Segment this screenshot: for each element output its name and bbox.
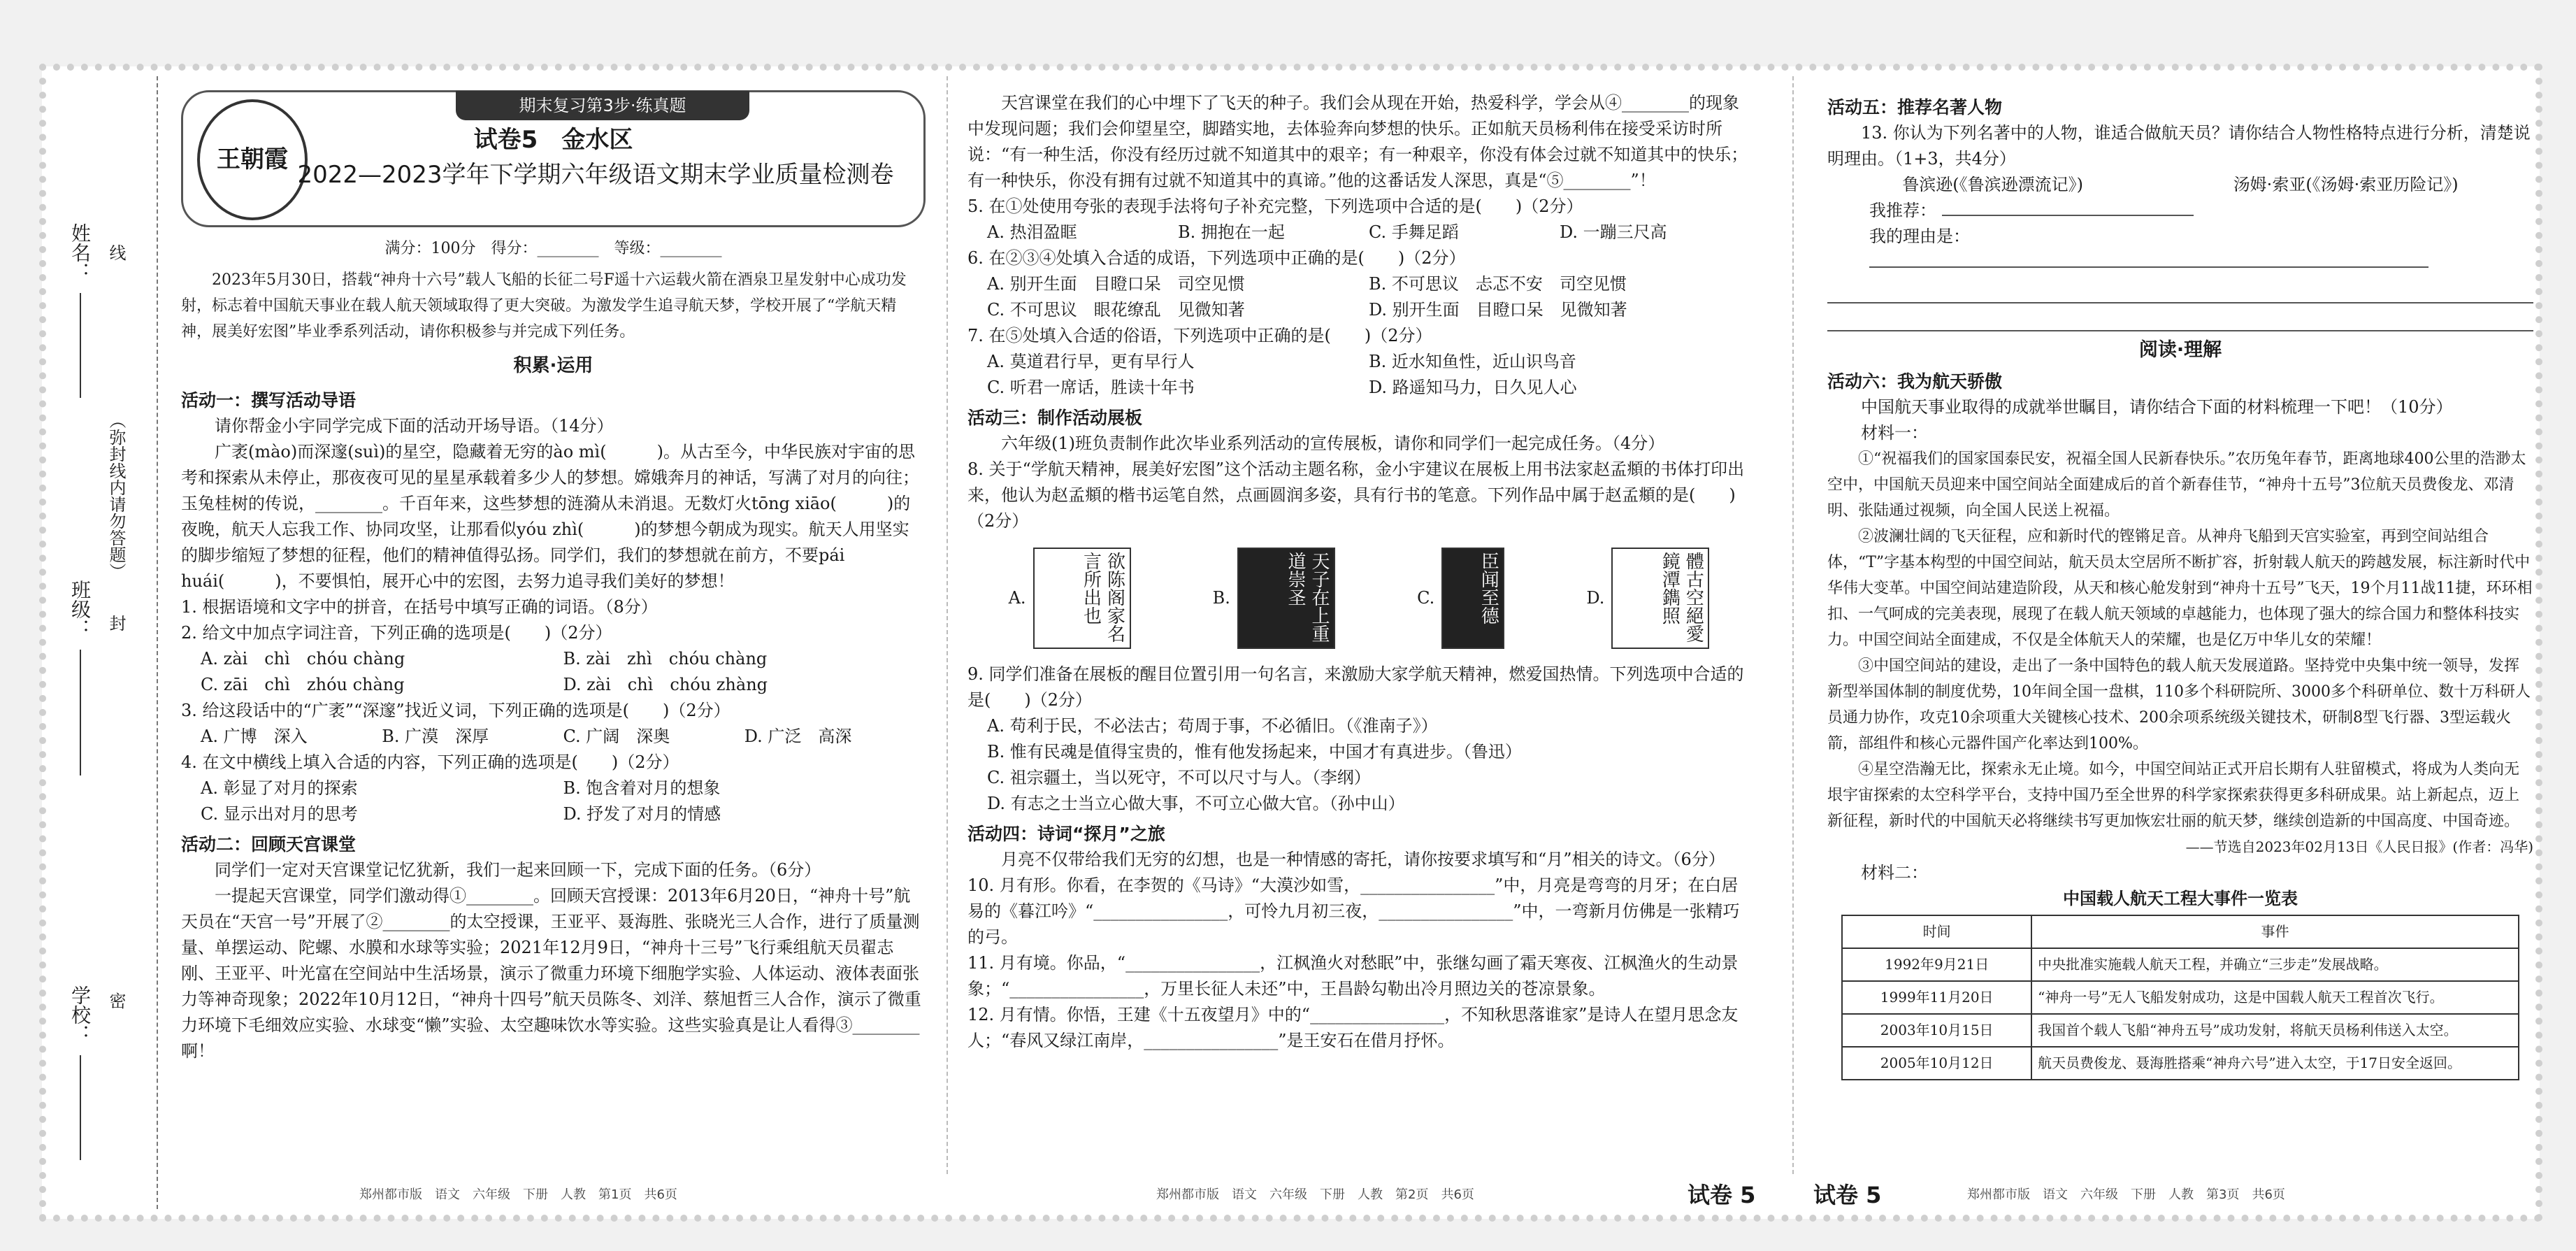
paper-mark-right: 试卷 5 [1813, 1182, 1882, 1208]
page-divider-1 [947, 76, 948, 1174]
material-1-paragraph-4: ④星空浩瀚无比，探索永无止境。如今，中国空间站正式开启长期有人驻留模式，将成为人类向无垠宇宙探索的太空科学平台，支持中国乃至全世界的科学家探索获得更多科研成果。站上新起点，迈上新征程，新时代的中国航天必将继续书写更加恢宏壮丽的航天梦，继续创造新的中国高度、中国奇迹。 [1827, 761, 2520, 830]
option[interactable]: C. 不可思议 眼花缭乱 见微知著 [987, 300, 1245, 320]
exam-title: 试卷5 金水区 [473, 126, 633, 154]
question-6-options [967, 271, 1750, 323]
review-tag: 期末复习第3步·练真题 [456, 91, 749, 120]
option[interactable]: C. 手舞足蹈 [1369, 222, 1459, 242]
option[interactable]: A. 彰显了对月的探索 [201, 778, 358, 798]
seal-mark-2: 封 [106, 615, 126, 631]
option[interactable]: B. zài zhì chóu chàng [563, 649, 768, 669]
option[interactable]: B. 近水知鱼性，近山识鸟音 [1369, 352, 1576, 371]
book-choices [1827, 172, 2533, 198]
calligraphy-option-a[interactable] [1009, 548, 1131, 649]
section-title-accumulate: 积累·运用 [513, 355, 593, 376]
binding-strip [52, 76, 158, 1209]
option[interactable]: C. 广阔 深奥 [563, 727, 670, 746]
activity-3-title: 活动三：制作活动展板 [967, 408, 1143, 428]
recommend-label: 我推荐： [1869, 201, 1936, 220]
calligraphy-sample: 欲陈阁家名言所出也 [1033, 548, 1131, 649]
table-cell-date: 2005年10月12日 [1842, 1047, 2031, 1080]
option[interactable]: A. 别开生面 目瞪口呆 司空见惯 [987, 274, 1245, 294]
table-row [1842, 1014, 2519, 1047]
activity-2-desc: 同学们一定对天宫课堂记忆犹新，我们一起来回顾一下，完成下面的任务。（6分） [215, 860, 821, 880]
option[interactable]: C. 祖宗疆土，当以死守，不可以尺寸与人。（李纲） [987, 768, 1371, 787]
option[interactable]: A. zài chì chóu chàng [201, 649, 405, 669]
option-letter: D. [1586, 587, 1605, 608]
calligraphy-option-d[interactable] [1586, 548, 1709, 649]
score-line: 满分：100分 得分：________ 等级：________ [384, 240, 722, 257]
option[interactable]: D. 有志之士当立心做大事，不可立心做大官。（孙中山） [987, 794, 1405, 813]
table-cell-event: 航天员费俊龙、聂海胜搭乘“神舟六号”进入太空，于17日安全返回。 [2031, 1047, 2519, 1080]
question-1: 1. 根据语境和文字中的拼音，在括号中填写正确的词语。（8分） [181, 597, 658, 617]
answer-line[interactable] [1827, 277, 2533, 303]
calligraphy-option-b[interactable] [1213, 548, 1335, 649]
table-header: 时间 [1842, 915, 2031, 948]
activity-1-title: 活动一：撰写活动导语 [181, 390, 357, 410]
class-label: 班级： [69, 580, 92, 638]
recommend-row [1827, 198, 2533, 224]
question-5-options [967, 220, 1750, 245]
question-8: 8. 关于“学航天精神，展美好宏图”这个活动主题名称，金小宇建议在展板上用书法家赵孟頫的书体打印出来，他认为赵孟頫的楷书运笔自然，点画圆润多姿，具有行书的笔意。下列作品中属于赵孟頫的是( )（2分） [967, 459, 1745, 531]
activity-4-title: 活动四：诗词“探月”之旅 [967, 824, 1165, 844]
activity-6-title: 活动六：我为航天骄傲 [1827, 371, 2003, 392]
table-cell-event: 我国首个载人飞船“神舟五号”成功发射，将航天员杨利伟送入太空。 [2031, 1014, 2519, 1047]
activity-4-desc: 月亮不仅带给我们无穷的幻想，也是一种情感的寄托，请你按要求填写和“月”相关的诗文。（6分） [1001, 850, 1725, 869]
activity-5-title: 活动五：推荐名著人物 [1827, 97, 2003, 117]
table-cell-event: “神舟一号”无人飞船发射成功，这是中国载人航天工程首次飞行。 [2031, 981, 2519, 1014]
page-2 [967, 90, 1750, 1054]
option[interactable]: B. 广漠 深厚 [382, 727, 489, 746]
page-3-footer: 郑州都市版 语文 六年级 下册 人教 第3页 共6页 [1967, 1187, 2285, 1202]
question-3: 3. 给这段话中的“广袤”“深邃”找近义词，下列正确的选项是( )（2分） [181, 701, 731, 720]
option[interactable]: D. 别开生面 目瞪口呆 见微知著 [1369, 300, 1627, 320]
option[interactable]: D. zài chì chóu zhàng [563, 675, 768, 694]
question-4-options [181, 775, 926, 827]
option[interactable]: B. 不可思议 忐忑不安 司空见惯 [1369, 274, 1627, 294]
option[interactable]: B. 拥抱在一起 [1178, 222, 1285, 242]
option[interactable]: D. 一蹦三尺高 [1560, 222, 1667, 242]
option[interactable]: A. 苟利于民，不必法古；苟周于事，不必循旧。（《淮南子》） [987, 716, 1438, 736]
question-13: 13. 你认为下列名著中的人物，谁适合做航天员？请你结合人物性格特点进行分析，清楚说明理由。（1+3，共4分） [1827, 123, 2531, 169]
option[interactable]: B. 惟有民魂是值得宝贵的，惟有他发扬起来，中国才有真进步。（鲁迅） [987, 742, 1522, 762]
option[interactable]: C. 听君一席话，胜读十年书 [987, 378, 1195, 397]
material-1-paragraph-3: ③中国空间站的建设，走出了一条中国特色的载人航天发展道路。坚持党中央集中统一领导，发挥新型举国体制的制度优势，10年间全国一盘棋，110多个科研院所、3000多个科研单位、数十万科研人员通力协作，攻克10余项重大关键核心技术、200余项系统级关键技术，研制8型飞行器、3型运载火箭，部组件和核心元器件国产化率达到100%。 [1827, 657, 2531, 752]
option[interactable]: D. 抒发了对月的情感 [563, 804, 721, 824]
option[interactable]: C. 显示出对月的思考 [201, 804, 358, 824]
calligraphy-options [967, 538, 1750, 657]
school-label: 学校： [69, 985, 92, 1044]
table-row [1842, 1047, 2519, 1080]
seal-mark-3: 密 [106, 992, 126, 1009]
intro-paragraph: 2023年5月30日，搭载“神舟十六号”载人飞船的长征二号F遥十六运载火箭在酒泉卫星发射中心成功发射，标志着中国航天事业在载人航天领域取得了更大突破。为激发学生追寻航天梦，学校开展了“学航天精神，展美好宏图”毕业季系列活动，请你积极参与并完成下列任务。 [181, 271, 907, 341]
exam-subtitle: 2022—2023学年下学期六年级语文期末学业质量检测卷 [297, 161, 894, 189]
book-choice: 鲁滨逊(《鲁滨逊漂流记》) [1902, 175, 2084, 194]
table-header-row [1842, 915, 2519, 948]
reason-row [1827, 224, 2533, 276]
table-cell-date: 2003年10月15日 [1842, 1014, 2031, 1047]
option[interactable]: A. 热泪盈眶 [987, 222, 1077, 242]
exam-sheet [42, 66, 2540, 1219]
table-cell-date: 1992年9月21日 [1842, 948, 2031, 981]
question-4: 4. 在文中横线上填入合适的内容，下列正确的选项是( )（2分） [181, 752, 679, 772]
table-title: 中国载人航天工程大事件一览表 [2063, 889, 2298, 908]
option[interactable]: C. zāi chì zhóu chàng [201, 675, 405, 694]
question-9-options [967, 713, 1750, 817]
name-line [80, 293, 81, 398]
activity-2-title: 活动二：回顾天宫课堂 [181, 834, 357, 855]
activity-3-desc: 六年级(1)班负责制作此次毕业系列活动的宣传展板，请你和同学们一起完成任务。（4分） [1001, 434, 1665, 453]
question-7: 7. 在⑤处填入合适的俗语，下列选项中正确的是( )（2分） [967, 326, 1432, 345]
option[interactable]: D. 路遥知马力，日久见人心 [1369, 378, 1577, 397]
page-1-footer: 郑州都市版 语文 六年级 下册 人教 第1页 共6页 [359, 1187, 677, 1202]
table-row [1842, 981, 2519, 1014]
question-10: 10. 月有形。你看，在李贺的《马诗》“大漠沙如雪，________________”中，月亮是弯弯的月牙；在白居易的《暮江吟》“________________，可怜九月初三夜，________________”中，一弯新月仿佛是一张精巧的弓。 [967, 875, 1740, 947]
table-header: 事件 [2031, 915, 2519, 948]
paper-mark-left: 试卷 5 [1688, 1182, 1756, 1208]
material-1-paragraph-1: ①“祝福我们的国家国泰民安，祝福全国人民新春快乐。”农历兔年春节，距离地球400公里的浩渺太空中，中国航天员迎来中国空间站全面建成后的首个新春佳节，“神舟十五号”3位航天员费俊龙、邓清明、张陆通过视频，向全国人民送上祝福。 [1827, 450, 2526, 520]
option[interactable]: A. 广博 深入 [201, 727, 308, 746]
page-1 [181, 90, 926, 1064]
reason-input[interactable] [1869, 266, 2429, 268]
events-table [1841, 915, 2519, 1080]
option-letter: A. [1008, 587, 1026, 608]
question-2-options [181, 646, 926, 698]
activity-1-desc: 请你帮金小宇同学完成下面的活动开场导语。（14分） [215, 416, 614, 436]
activity-2-passage: 一提起天宫课堂，同学们激动得①________。回顾天宫授课：2013年6月20日，“神舟十号”航天员在“天宫一号”开展了②________的太空授课，王亚平、聂海胜、张晓光三人合作，进行了质量测量、单摆运动、陀螺、水膜和水球等实验；2021年12月9日，“神舟十三号”飞行乘组航天员翟志刚、王亚平、叶光富在空间站中生活场景，演示了微重力环境下细胞学实验、人体运动、液体表面张力等神奇现象；2022年10月12日，“神舟十四号”航天员陈冬、刘洋、蔡旭哲三人合作，演示了微重力环境下毛细效应实验、水球变“懒”实验、太空趣味饮水等实验。这些实验真是让人看得③________啊！ [181, 886, 921, 1061]
question-6: 6. 在②③④处填入合适的成语，下列选项中正确的是( )（2分） [967, 248, 1466, 268]
calligraphy-sample: 天子在上重道崇圣 [1237, 548, 1335, 649]
option-letter: B. [1212, 587, 1230, 608]
page-2-footer: 郑州都市版 语文 六年级 下册 人教 第2页 共6页 [1156, 1187, 1474, 1202]
calligraphy-option-c[interactable] [1417, 548, 1504, 649]
activity-2-passage-cont: 天宫课堂在我们的心中埋下了飞天的种子。我们会从现在开始，热爱科学，学会从④________的现象中发现问题；我们会仰望星空，脚踏实地，去体验奔向梦想的快乐。正如航天员杨利伟在接受采访时所说：“有一种生活，你没有经历过就不知道其中的艰辛；有一种艰辛，你没有体会过就不知道其中的快乐；有一种快乐，你没有拥有过就不知道其中的真谛。”他的这番话发人深思，真是“⑤________”！ [967, 93, 1748, 190]
seal-mark-1: 线 [106, 244, 126, 261]
page-3 [1827, 90, 2533, 1083]
calligraphy-sample: 臣闻至德 [1441, 548, 1504, 649]
answer-line[interactable] [1827, 305, 2533, 331]
school-line [80, 1055, 81, 1160]
question-11: 11. 月有境。你品，“________________，江枫渔火对愁眠”中，张继勾画了霜天寒夜、江枫渔火的生动景象；“________________，万里长征人未还”中，王昌龄勾勒出冷月照边关的苍凉景象。 [967, 953, 1739, 999]
table-cell-event: 中央批准实施载人航天工程，并确立“三步走”发展战略。 [2031, 948, 2519, 981]
activity-1-passage: 广袤(mào)而深邃(suì)的星空，隐藏着无穷的ào mì( )。从古至今，中华民族对宇宙的思考和探索从未停止，那夜夜可见的星星承载着多少人的梦想。嫦娥奔月的神话，写满了对月的向往；玉兔桂树的传说，________。千百年来，这些梦想的涟漪从未消退。无数灯火tōng xiāo( )的夜晚，航天人忘我工作、协同攻坚，让那看似yóu zhì( )的梦想今朝成为现实。航天人用坚实的脚步缩短了梦想的征程，他们的精神值得弘扬。同学们，我们的梦想就在前方，不要pái huái( )，不要惧怕，展开心中的宏图，去努力追寻我们美好的梦想！ [181, 442, 919, 591]
material-1-source: ——节选自2023年02月13日《人民日报》(作者：冯华) [2185, 838, 2533, 855]
logo-text: 王朝霞 [217, 145, 288, 173]
option-letter: C. [1417, 587, 1435, 608]
calligraphy-sample: 體古空絕愛鏡潭鐫照 [1611, 548, 1709, 649]
question-3-options [181, 724, 926, 750]
option[interactable]: B. 饱含着对月的想象 [563, 778, 721, 798]
activity-6-desc: 中国航天事业取得的成就举世瞩目，请你结合下面的材料梳理一下吧！（10分） [1861, 397, 2453, 417]
question-5: 5. 在①处使用夸张的表现手法将句子补充完整，下列选项中合适的是( )（2分） [967, 196, 1583, 216]
reason-label: 我的理由是： [1869, 227, 1970, 246]
question-9: 9. 同学们准备在展板的醒目位置引用一句名言，来激励大家学航天精神，燃爱国热情。下列选项中合适的是( )（2分） [967, 664, 1744, 710]
material-1-paragraph-2: ②波澜壮阔的飞天征程，应和新时代的铿锵足音。从神舟飞船到天宫实验室，再到空间站组合体，“T”字基本构型的中国空间站，航天员太空居所不断扩容，折射载人航天的跨越发展，标注新时代中华伟大变革。中国空间站建造阶段，从天和核心舱发射到“神舟十五号”飞天，19个月11战11捷，环环相扣、一气呵成的完美表现，展现了在载人航天领域的卓越能力，也体现了强大的综合国力和整体科技实力。中国空间站全面建成，不仅是全体航天人的荣耀，也是亿万中华儿女的荣耀！ [1827, 528, 2533, 649]
name-label: 姓名： [69, 223, 92, 282]
material-1-title: 材料一： [1861, 423, 1928, 443]
material-2-title: 材料二： [1861, 863, 1928, 882]
option[interactable]: D. 广泛 高深 [744, 727, 852, 746]
question-12: 12. 月有情。你悟，王建《十五夜望月》中的“________________，不知秋思落谁家”是诗人在望月思念友人；“春风又绿江南岸，________________”是王安石在借月抒怀。 [967, 1005, 1739, 1050]
question-7-options [967, 349, 1750, 401]
recommend-input[interactable] [1942, 215, 2194, 216]
exam-header [181, 90, 926, 227]
table-row [1842, 948, 2519, 981]
book-choice: 汤姆·索亚(《汤姆·索亚历险记》) [2233, 175, 2459, 194]
class-line [80, 650, 81, 775]
brand-logo [197, 99, 308, 220]
table-cell-date: 1999年11月20日 [1842, 981, 2031, 1014]
option[interactable]: A. 莫道君行早，更有早行人 [987, 352, 1195, 371]
page-divider-2 [1792, 76, 1794, 1174]
question-2: 2. 给文中加点字词注音，下列正确的选项是( )（2分） [181, 623, 612, 643]
seal-note: （弥封线内请勿答题） [106, 412, 126, 580]
section-title-reading: 阅读·理解 [2138, 339, 2222, 361]
